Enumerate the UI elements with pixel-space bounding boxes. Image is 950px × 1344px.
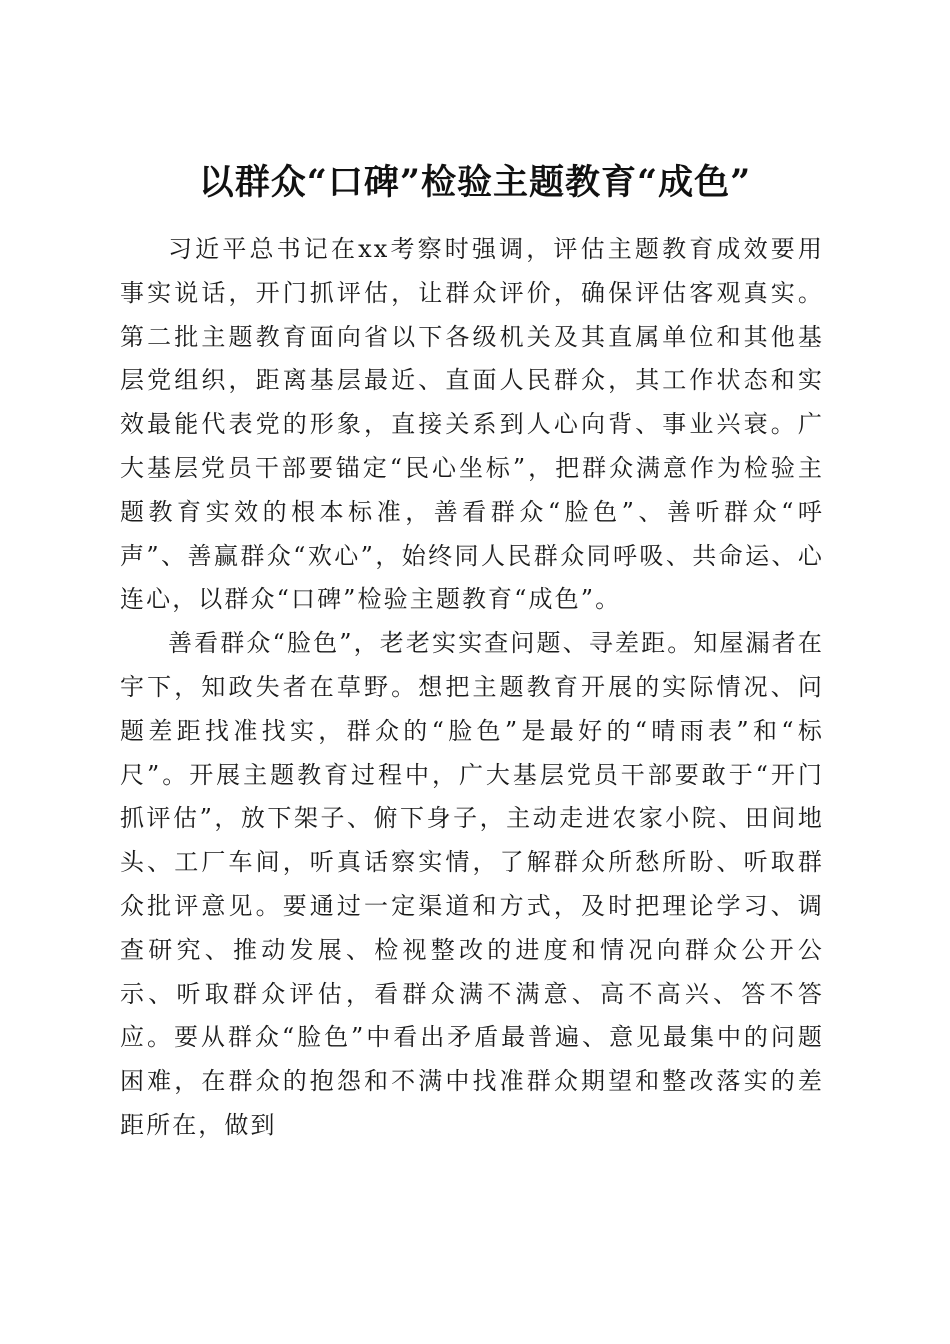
document-title: 以群众“口碑”检验主题教育“成色” [198,162,752,204]
document-body [120,228,824,1148]
paragraph-1: 习近平总书记在xx考察时强调，评估主题教育成效要用事实说话，开门抓评估，让群众评价，确保评估客观真实。第二批主题教育面向省以下各级机关及其直属单位和其他基层党组织，距离基层最近、直面人民群众，其工作状态和实效最能代表党的形象，直接关系到人心向背、事业兴衰。广大基层党员干部要锚定“民心坐标”，把群众满意作为检验主题教育实效的根本标准，善看群众“脸色”、善听群众“呼声”、善赢群众“欢心”，始终同人民群众同呼吸、共命运、心连心，以群众“口碑”检验主题教育“成色”。 [120,235,824,614]
paragraph-2: 善看群众“脸色”，老老实实查问题、寻差距。知屋漏者在宇下，知政失者在草野。想把主题教育开展的实际情况、问题差距找准找实，群众的“脸色”是最好的“晴雨表”和“标尺”。开展主题教育过程中，广大基层党员干部要敢于“开门抓评估”，放下架子、俯下身子，主动走进农家小院、田间地头、工厂车间，听真话察实情，了解群众所愁所盼、听取群众批评意见。要通过一定渠道和方式，及时把理论学习、调查研究、推动发展、检视整改的进度和情况向群众公开公示、听取群众评估，看群众满不满意、高不高兴、答不答应。要从群众“脸色”中看出矛盾最普遍、意见最集中的问题困难，在群众的抱怨和不满中找准群众期望和整改落实的差距所在，做到 [120,629,824,1139]
